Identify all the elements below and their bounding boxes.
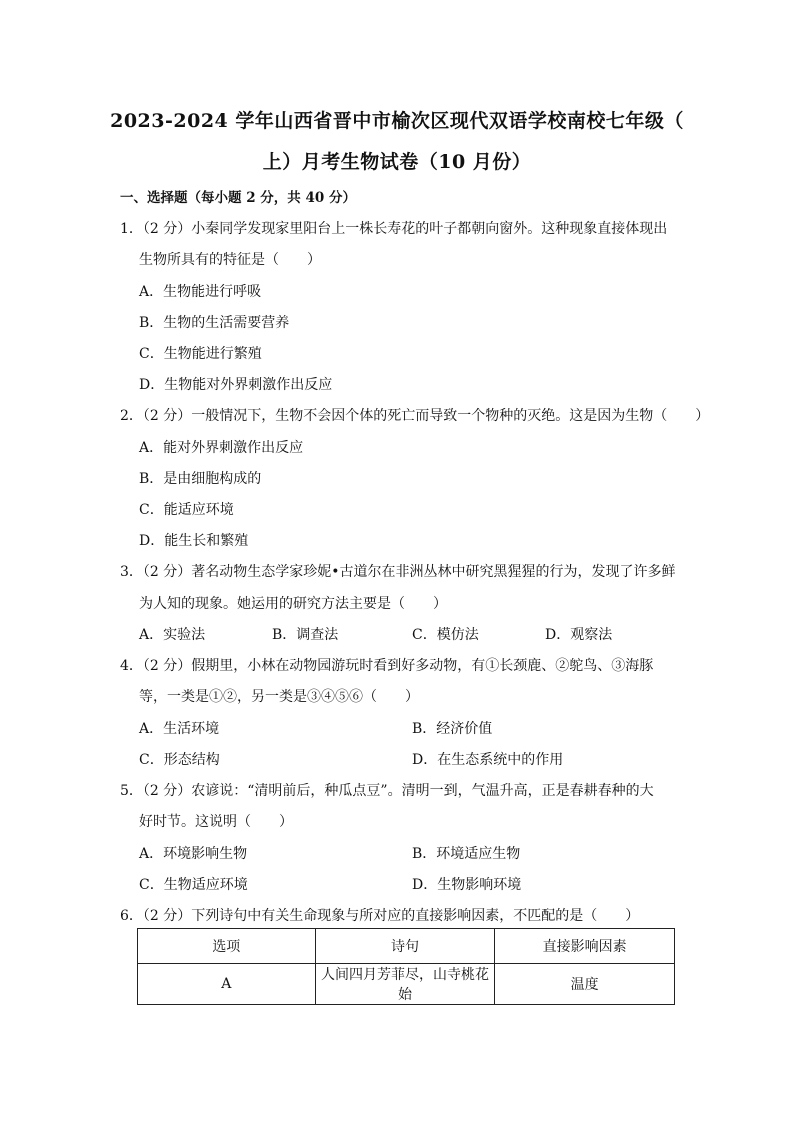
q1-option-b: B．生物的生活需要营养	[139, 315, 290, 331]
question-6-text: 6．（2 分）下列诗句中有关生命现象与所对应的直接影响因素，不匹配的是（ ）	[120, 908, 640, 924]
question-4-text-cont: 等，一类是①②，另一类是③④⑤⑥（ ）	[139, 689, 419, 705]
q3-option-d: D．观察法	[545, 627, 613, 643]
q5-option-a: A．环境影响生物	[139, 846, 248, 862]
table-header-option: 选项	[138, 929, 316, 964]
table-row	[138, 964, 675, 1005]
question-1-text-cont: 生物所具有的特征是（ ）	[139, 252, 321, 268]
q2-option-c: C．能适应环境	[139, 502, 234, 518]
table-cell-poem: 人间四月芳菲尽，山寺桃花始	[315, 964, 495, 1005]
exam-title-line1: 2023-2024 学年山西省晋中市榆次区现代双语学校南校七年级（	[110, 110, 684, 132]
q3-option-c: C．模仿法	[412, 627, 479, 643]
exam-title-line2: 上）月考生物试卷（10 月份）	[262, 151, 532, 173]
table-cell-option: A	[138, 964, 316, 1005]
q4-option-d: D．在生态系统中的作用	[412, 752, 564, 768]
section-heading: 一、选择题（每小题 2 分，共 40 分）	[120, 190, 356, 206]
question-1-text: 1．（2 分）小秦同学发现家里阳台上一株长寿花的叶子都朝向窗外。这种现象直接体现出	[120, 221, 668, 237]
question-2-text: 2．（2 分）一般情况下，生物不会因个体的死亡而导致一个物种的灭绝。这是因为生物（ ）	[120, 408, 710, 424]
q1-option-c: C．生物能进行繁殖	[139, 346, 262, 362]
q3-option-a: A．实验法	[139, 627, 206, 643]
question-3-text-cont: 为人知的现象。她运用的研究方法主要是（ ）	[139, 596, 447, 612]
q2-option-d: D．能生长和繁殖	[139, 533, 249, 549]
q4-option-b: B．经济价值	[412, 721, 493, 737]
q4-option-c: C．形态结构	[139, 752, 220, 768]
table-header-factor: 直接影响因素	[495, 929, 675, 964]
question-5-text-cont: 好时节。这说明（ ）	[139, 814, 293, 830]
question-6-table	[137, 928, 675, 1005]
table-header-poem: 诗句	[315, 929, 495, 964]
q4-option-a: A．生活环境	[139, 721, 220, 737]
q5-option-c: C．生物适应环境	[139, 877, 248, 893]
question-4-text: 4．（2 分）假期里，小林在动物园游玩时看到好多动物，有①长颈鹿、②鸵鸟、③海豚	[120, 658, 654, 674]
question-5-text: 5．（2 分）农谚说：“清明前后，种瓜点豆”。清明一到，气温升高，正是春耕春种的大	[120, 783, 654, 799]
table-header-row	[138, 929, 675, 964]
q1-option-d: D．生物能对外界刺激作出反应	[139, 377, 333, 393]
q3-option-b: B．调查法	[272, 627, 339, 643]
table-cell-factor: 温度	[495, 964, 675, 1005]
q2-option-b: B．是由细胞构成的	[139, 471, 262, 487]
q5-option-b: B．环境适应生物	[412, 846, 521, 862]
q2-option-a: A．能对外界刺激作出反应	[139, 440, 304, 456]
q5-option-d: D．生物影响环境	[412, 877, 522, 893]
question-3-text: 3．（2 分）著名动物生态学家珍妮•古道尔在非洲丛林中研究黑猩猩的行为，发现了许多鲜	[120, 564, 676, 580]
q1-option-a: A．生物能进行呼吸	[139, 284, 262, 300]
